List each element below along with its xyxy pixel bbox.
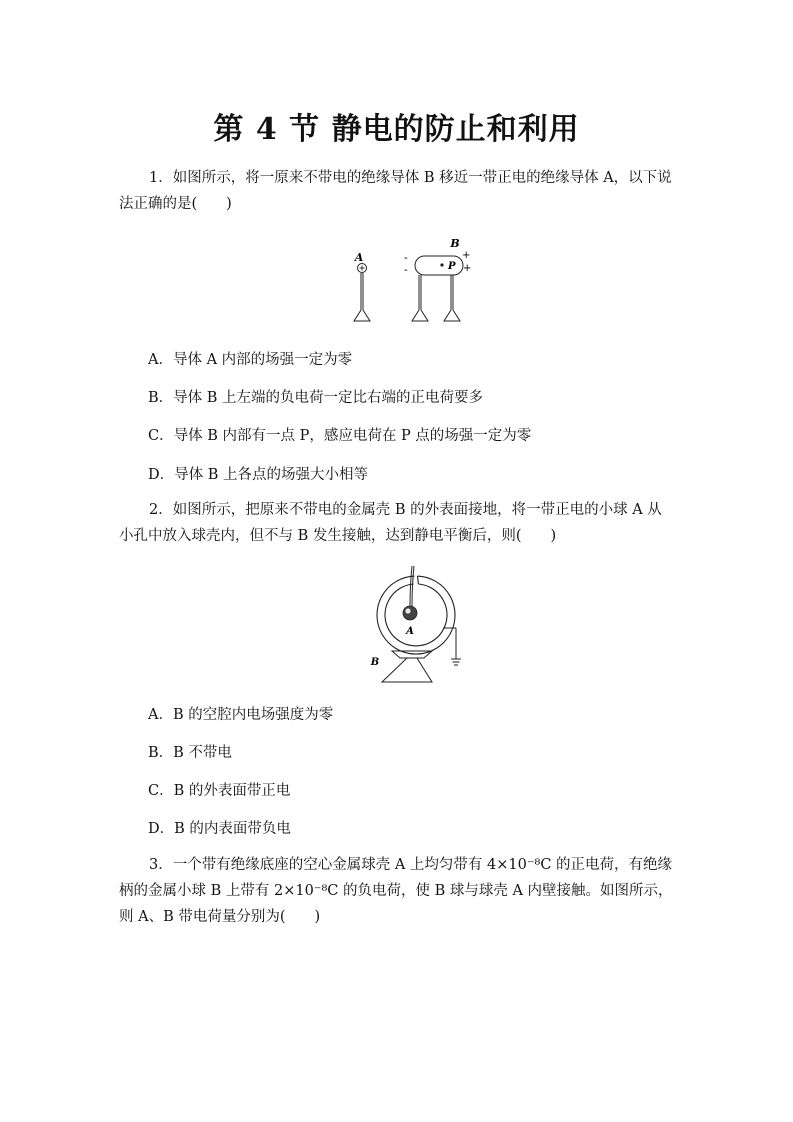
page-title: 第 4 节 静电的防止和利用	[213, 112, 580, 147]
question-1-option-c: C．导体 B 内部有一点 P，感应电荷在 P 点的场强一定为零	[148, 428, 532, 444]
figure-label-a: A	[406, 626, 414, 637]
question-2-stem: 2．如图所示，把原来不带电的金属壳 B 的外表面接地，将一带正电的小球 A 从小孔中放入球壳内，但不与 B 发生接触，达到静电平衡后，则( )	[119, 502, 662, 544]
charge-minus-top: -	[404, 251, 408, 264]
question-3-stem: 3．一个带有绝缘底座的空心金属球壳 A 上均匀带有 4×10⁻⁸C 的正电荷，有绝缘柄的金属小球 B 上带有 2×10⁻⁸C 的负电荷，使 B 球与球壳 A 内壁接触。如图所示，则 A、B 带电荷量分别为( )	[119, 857, 673, 925]
figure-label-p: P	[448, 261, 456, 272]
question-1-option-b: B．导体 B 上左端的负电荷一定比右端的正电荷要多	[148, 390, 484, 406]
question-2-figure	[362, 562, 472, 686]
question-1-option-d: D．导体 B 上各点的场强大小相等	[148, 467, 368, 483]
question-2-option-c: C．B 的外表面带正电	[148, 783, 291, 799]
question-2-option-b: B．B 不带电	[148, 745, 232, 761]
charge-plus-top: +	[462, 250, 471, 261]
question-1-stem: 1．如图所示，将一原来不带电的绝缘导体 B 移近一带正电的绝缘导体 A，以下说法正确的是( )	[119, 170, 672, 212]
question-1-option-a: A．导体 A 内部的场强一定为零	[148, 352, 353, 368]
figure-label-b: B	[450, 237, 460, 250]
question-2-option-a: A．B 的空腔内电场强度为零	[148, 707, 334, 723]
question-2-option-d: D．B 的内表面带负电	[148, 821, 291, 837]
figure-label-a: A	[354, 251, 364, 264]
figure-label-b: B	[370, 657, 380, 668]
charge-plus-bottom: +	[463, 263, 472, 274]
charge-minus-bottom: -	[404, 263, 408, 276]
question-1-figure	[345, 236, 475, 324]
